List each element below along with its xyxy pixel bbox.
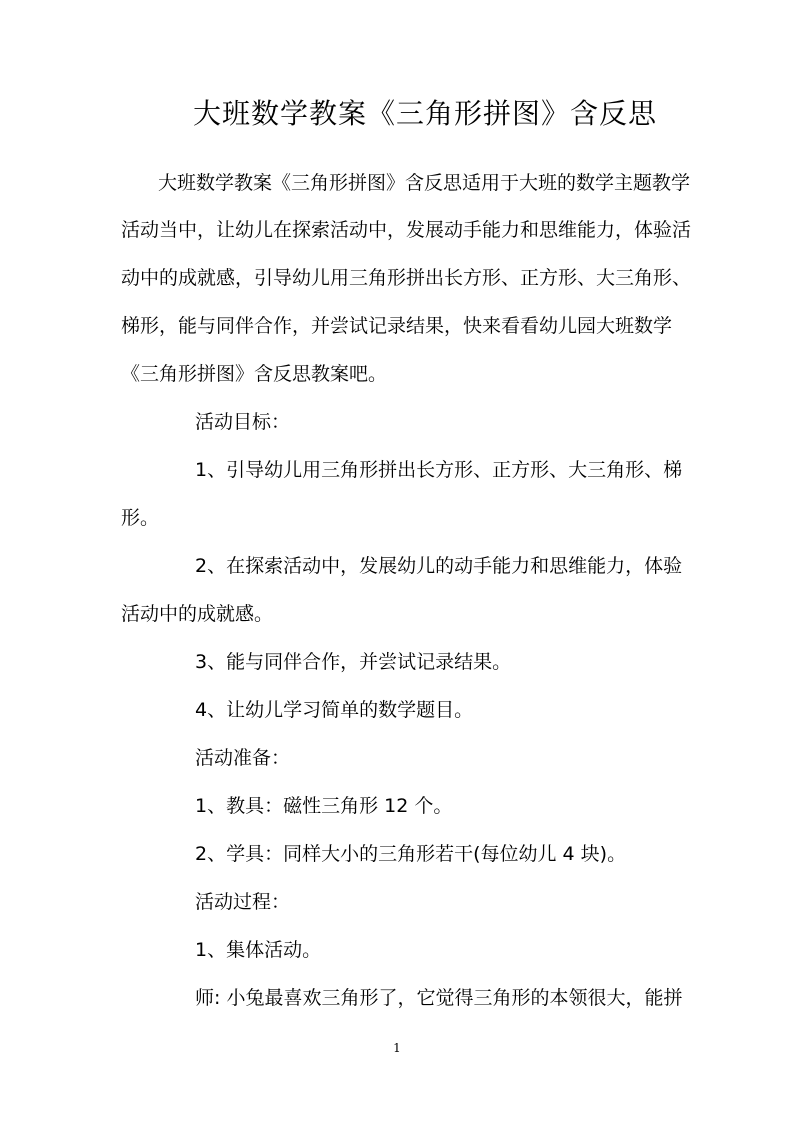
- list-item: 4、让幼儿学习简单的数学题目。: [195, 699, 474, 721]
- page-number: 1: [393, 1041, 401, 1055]
- list-item: 1、集体活动。: [195, 939, 322, 961]
- list-item: 1、教具：磁性三角形 12 个。: [195, 795, 453, 817]
- paragraph-line: 活动当中，让幼儿在探索活动中，发展动手能力和思维能力，体验活: [121, 219, 692, 241]
- list-item-continuation: 形。: [121, 507, 160, 529]
- section-heading: 活动目标：: [195, 411, 291, 433]
- list-item: 1、引导幼儿用三角形拼出长方形、正方形、大三角形、梯: [195, 459, 683, 481]
- list-item: 2、在探索活动中，发展幼儿的动手能力和思维能力，体验: [195, 555, 683, 577]
- list-item: 3、能与同伴合作，并尝试记录结果。: [195, 651, 512, 673]
- paragraph-line: 动中的成就感，引导幼儿用三角形拼出长方形、正方形、大三角形、: [121, 267, 692, 289]
- list-item: 2、学具：同样大小的三角形若干(每位幼儿 4 块)。: [195, 843, 627, 865]
- paragraph-line: 师: 小兔最喜欢三角形了，它觉得三角形的本领很大，能拼: [195, 987, 683, 1009]
- section-heading: 活动过程：: [195, 891, 291, 913]
- paragraph-line: 梯形，能与同伴合作，并尝试记录结果，快来看看幼儿园大班数学: [121, 315, 673, 337]
- list-item-continuation: 活动中的成就感。: [121, 603, 274, 625]
- paragraph-line: 《三角形拼图》含反思教案吧。: [121, 363, 388, 385]
- paragraph-line: 大班数学教案《三角形拼图》含反思适用于大班的数学主题教学: [158, 172, 691, 194]
- section-heading: 活动准备：: [195, 747, 291, 769]
- page-title: 大班数学教案《三角形拼图》含反思: [192, 97, 657, 130]
